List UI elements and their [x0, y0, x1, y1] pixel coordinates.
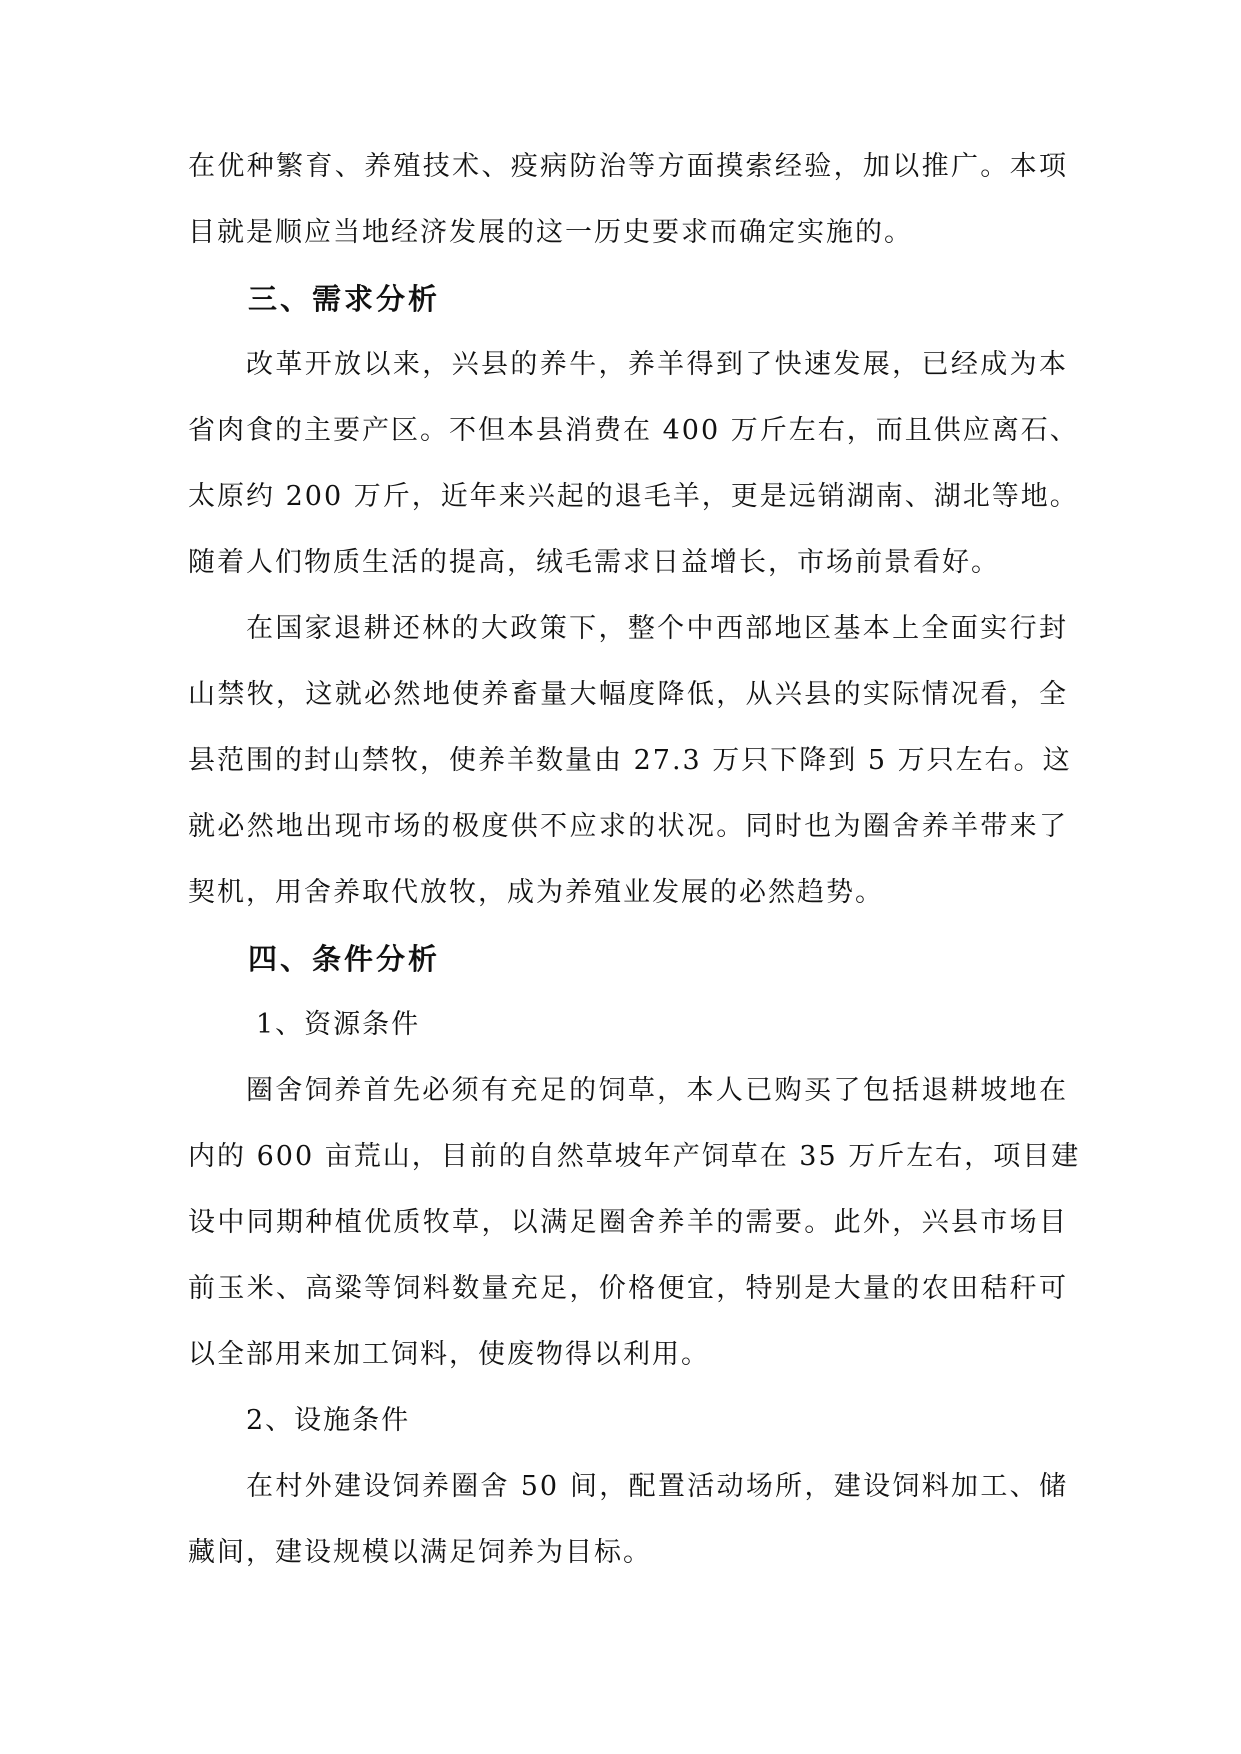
paragraph-line: 山禁牧，这就必然地使养畜量大幅度降低，从兴县的实际情况看，全 [188, 679, 1068, 710]
paragraph-line: 太原约 200 万斤，近年来兴起的退毛羊，更是远销湖南、湖北等地。 [188, 481, 1079, 512]
paragraph-line: 内的 600 亩荒山，目前的自然草坡年产饲草在 35 万斤左右，项目建 [188, 1141, 1081, 1172]
paragraph-line: 契机，用舍养取代放牧，成为养殖业发展的必然趋势。 [188, 877, 884, 908]
paragraph-line: 在村外建设饲养圈舍 50 间，配置活动场所，建设饲料加工、储 [246, 1471, 1068, 1502]
paragraph-line: 圈舍饲养首先必须有充足的饲草，本人已购买了包括退耕坡地在 [246, 1075, 1068, 1106]
paragraph-line: 目就是顺应当地经济发展的这一历史要求而确定实施的。 [188, 217, 913, 248]
paragraph-line: 县范围的封山禁牧，使养羊数量由 27.3 万只下降到 5 万只左右。这 [188, 745, 1072, 776]
subsection-heading-resources: 1、资源条件 [256, 1009, 421, 1040]
paragraph-line: 藏间，建设规模以满足饲养为目标。 [188, 1537, 652, 1568]
section-heading-conditions: 四、条件分析 [248, 942, 441, 976]
paragraph-line: 在国家退耕还林的大政策下，整个中西部地区基本上全面实行封 [246, 613, 1068, 644]
paragraph-line: 改革开放以来，兴县的养牛，养羊得到了快速发展，已经成为本 [246, 349, 1068, 380]
paragraph-line: 设中同期种植优质牧草，以满足圈舍养羊的需要。此外，兴县市场目 [188, 1207, 1068, 1238]
subsection-heading-facilities: 2、设施条件 [246, 1405, 411, 1436]
paragraph-line: 以全部用来加工饲料，使废物得以利用。 [188, 1339, 710, 1370]
paragraph-line: 省肉食的主要产区。不但本县消费在 400 万斤左右，而且供应离石、 [188, 415, 1079, 446]
paragraph-line: 在优种繁育、养殖技术、疫病防治等方面摸索经验，加以推广。本项 [188, 151, 1068, 182]
paragraph-line: 随着人们物质生活的提高，绒毛需求日益增长，市场前景看好。 [188, 547, 1000, 578]
section-heading-demand: 三、需求分析 [248, 282, 441, 316]
paragraph-line: 就必然地出现市场的极度供不应求的状况。同时也为圈舍养羊带来了 [188, 811, 1068, 842]
paragraph-line: 前玉米、高粱等饲料数量充足，价格便宜，特别是大量的农田秸秆可 [188, 1273, 1068, 1304]
